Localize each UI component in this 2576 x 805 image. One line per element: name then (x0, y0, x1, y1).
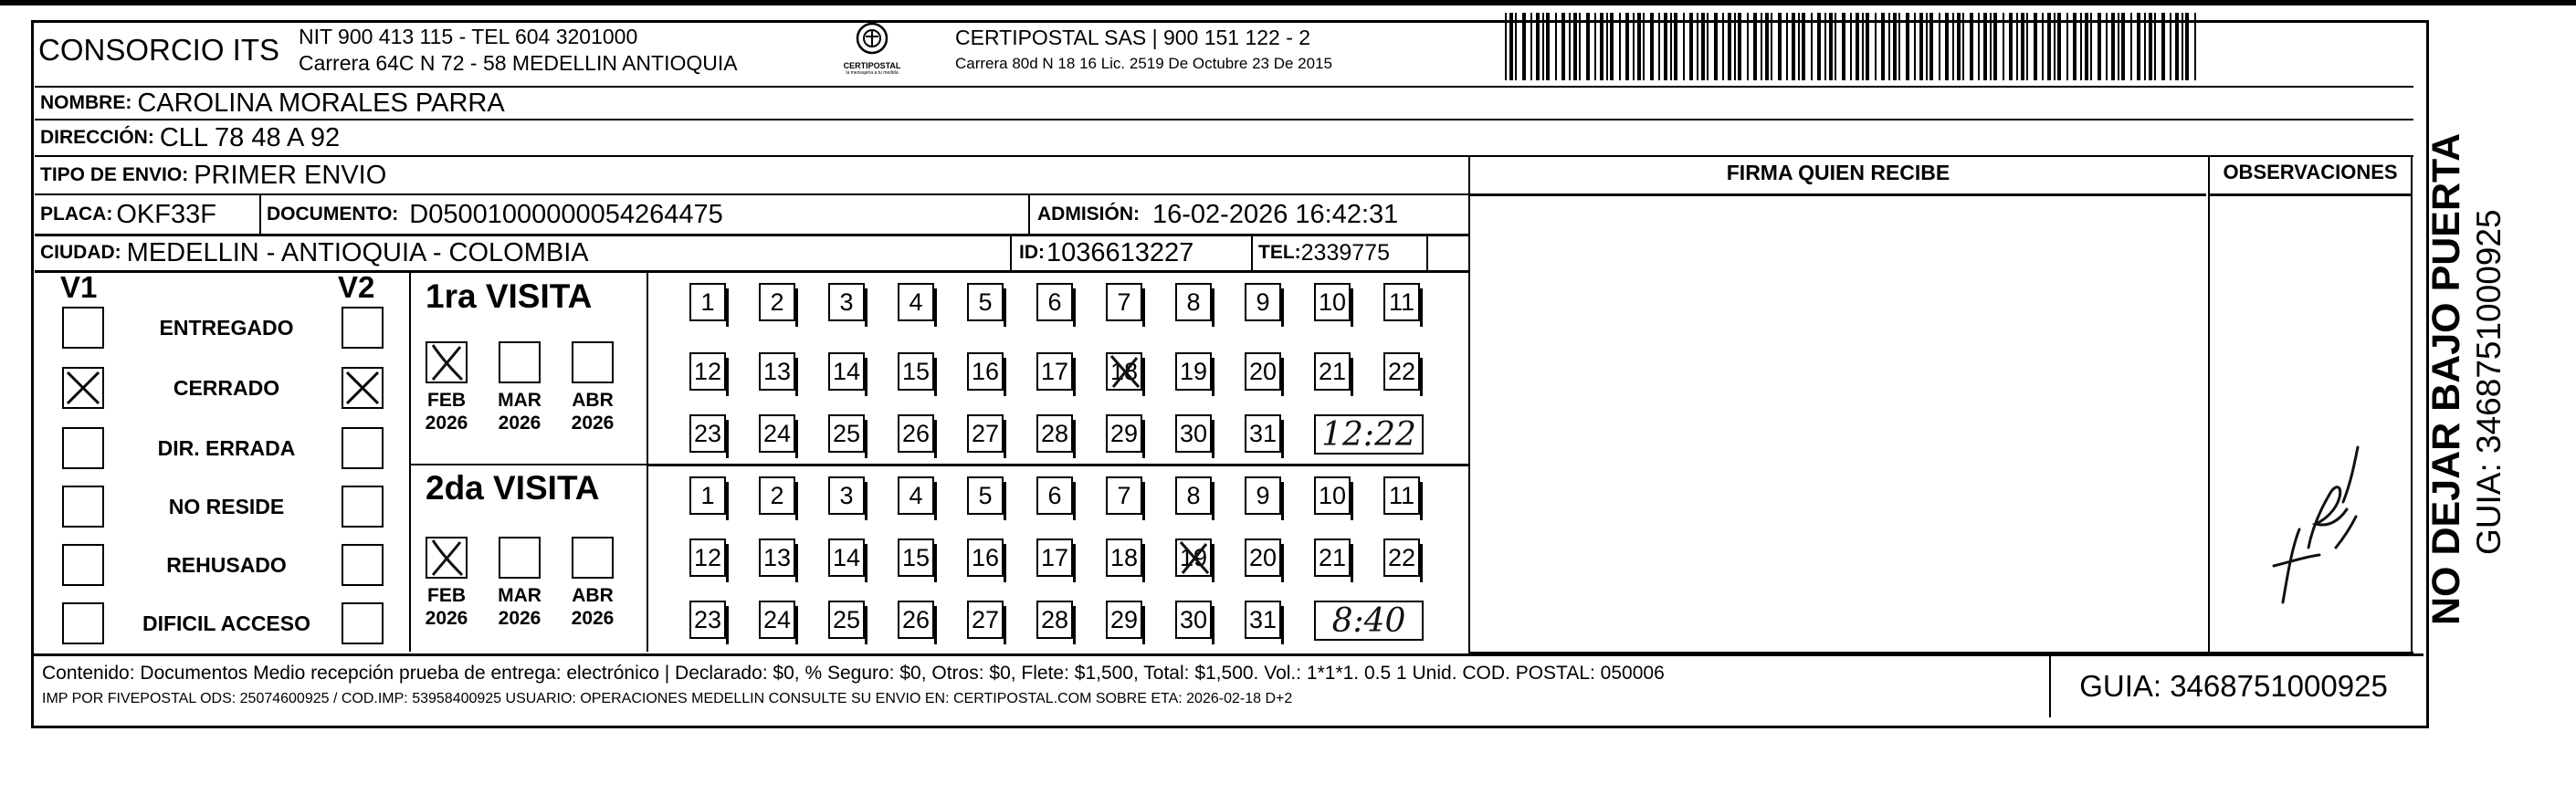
ciudad-cell (35, 235, 1012, 270)
admision-label: ADMISIÓN: (1037, 204, 1140, 225)
placa-cell (35, 195, 261, 234)
documento-value: D05001000000054264475 (409, 199, 723, 229)
month-name: MAR (498, 390, 541, 411)
firma-header: FIRMA QUIEN RECIBE (1726, 161, 1950, 184)
month-checkbox[interactable] (426, 341, 468, 383)
month-name: ABR (572, 390, 614, 411)
month-checkbox[interactable] (499, 537, 541, 579)
day-cell[interactable]: 28 (1036, 601, 1073, 639)
day-cell[interactable]: 8 (1175, 476, 1212, 515)
status-label: REHUSADO (166, 553, 287, 577)
day-cell[interactable]: 20 (1245, 352, 1281, 391)
placa-label: PLACA: (40, 204, 113, 225)
day-cell[interactable]: 3 (828, 283, 865, 321)
day-cell[interactable]: 12 (689, 538, 726, 577)
day-cell[interactable]: 13 (759, 538, 795, 577)
day-cell[interactable]: 4 (898, 476, 934, 515)
month-label (565, 389, 620, 434)
day-cell[interactable]: 28 (1036, 414, 1073, 453)
nombre-row (35, 86, 2413, 120)
day-cell[interactable]: 14 (828, 352, 865, 391)
day-cell[interactable]: 13 (759, 352, 795, 391)
month-year: 2026 (498, 608, 541, 629)
check-mark-icon (426, 341, 468, 383)
firma-column (1468, 157, 2210, 653)
month-year: 2026 (571, 608, 615, 629)
day-cell[interactable]: 23 (689, 414, 726, 453)
day-cell[interactable]: 5 (967, 476, 1004, 515)
day-cell[interactable]: 11 (1383, 476, 1420, 515)
admision-value: 16-02-2026 16:42:31 (1152, 199, 1399, 229)
status-label: CERRADO (173, 376, 280, 400)
tel-cell (1253, 235, 1428, 270)
handwritten-signature (2255, 429, 2365, 621)
check-mark-icon (426, 537, 468, 579)
logo-subtext: la mensajeria a tu medida (846, 70, 899, 76)
firma-header-line (1470, 193, 2206, 196)
day-cell[interactable]: 12 (689, 352, 726, 391)
day-cell[interactable]: 9 (1245, 476, 1281, 515)
check-mark-icon (62, 367, 104, 409)
month-label (492, 584, 547, 630)
day-cell[interactable]: 10 (1314, 283, 1351, 321)
day-cell[interactable]: 21 (1314, 538, 1351, 577)
side-guia: GUIA: 3468751000925 (2470, 209, 2508, 555)
day-cell[interactable]: 1 (689, 283, 726, 321)
v1-checkbox[interactable] (62, 307, 104, 349)
month-label (419, 584, 474, 630)
day-cell[interactable]: 2 (759, 476, 795, 515)
id-cell (1014, 235, 1253, 270)
check-mark-icon (342, 367, 384, 409)
admision-cell (1032, 195, 1468, 234)
tel-value: 2339775 (1300, 239, 1390, 266)
month-year: 2026 (425, 608, 468, 629)
day-cell[interactable]: 16 (967, 352, 1004, 391)
day-cell[interactable]: 14 (828, 538, 865, 577)
month-year: 2026 (498, 413, 541, 434)
day-cell[interactable]: 27 (967, 601, 1004, 639)
day-cell[interactable]: 30 (1175, 414, 1212, 453)
top-edge-line (0, 0, 2576, 5)
day-cell[interactable]: 24 (759, 414, 795, 453)
ciudad-value: MEDELLIN - ANTIOQUIA - COLOMBIA (126, 237, 589, 267)
day-cell[interactable]: 3 (828, 476, 865, 515)
day-cell[interactable]: 9 (1245, 283, 1281, 321)
day-cell[interactable]: 27 (967, 414, 1004, 453)
month-checkbox[interactable] (426, 537, 468, 579)
day-cell[interactable]: 31 (1245, 601, 1281, 639)
guia-box-text: GUIA: 3468751000925 (2079, 669, 2388, 703)
day-cell[interactable]: 5 (967, 283, 1004, 321)
visit-2-title: 2da VISITA (426, 469, 600, 507)
v2-checkbox[interactable] (342, 544, 384, 586)
month-year: 2026 (571, 413, 615, 434)
day-cell[interactable]: 15 (898, 538, 934, 577)
v1-checkbox[interactable] (62, 602, 104, 644)
day-cell[interactable]: 26 (898, 414, 934, 453)
day-cell[interactable]: 15 (898, 352, 934, 391)
v1-header: V1 (60, 270, 98, 304)
month-checkbox[interactable] (572, 341, 614, 383)
v1-checkbox[interactable] (62, 544, 104, 586)
day-cell[interactable]: 29 (1106, 601, 1142, 639)
brand-name: CONSORCIO ITS (38, 33, 280, 67)
status-label: DIFICIL ACCESO (142, 612, 310, 635)
status-label: NO RESIDE (168, 495, 285, 518)
month-name: MAR (498, 585, 541, 606)
month-label (492, 389, 547, 434)
tipo-envio-label: TIPO DE ENVIO: (40, 164, 189, 185)
nombre-value: CAROLINA MORALES PARRA (137, 88, 505, 118)
v2-checkbox[interactable] (342, 427, 384, 469)
v1-checkbox[interactable] (62, 427, 104, 469)
carrier-line: CERTIPOSTAL SAS | 900 151 122 - 2 (955, 26, 1311, 49)
status-label: ENTREGADO (159, 316, 294, 340)
day-cell[interactable]: 6 (1036, 476, 1073, 515)
month-label (419, 389, 474, 434)
nombre-label: NOMBRE: (40, 92, 132, 113)
day-cell[interactable]: 25 (828, 414, 865, 453)
month-year: 2026 (425, 413, 468, 434)
day-cell[interactable]: 26 (898, 601, 934, 639)
day-cell[interactable]: 2 (759, 283, 795, 321)
day-cell[interactable]: 4 (898, 283, 934, 321)
day-cell[interactable]: 10 (1314, 476, 1351, 515)
carrier-address: Carrera 80d N 18 16 Lic. 2519 De Octubre 23 De 2015 (955, 55, 1332, 72)
status-label: DIR. ERRADA (157, 436, 296, 460)
v2-checkbox[interactable] (342, 602, 384, 644)
observaciones-header: OBSERVACIONES (2223, 161, 2398, 183)
month-name: FEB (427, 390, 466, 411)
v2-checkbox[interactable] (342, 307, 384, 349)
v2-header: V2 (338, 270, 375, 304)
logo-text: CERTIPOSTAL (843, 61, 901, 70)
day-cell[interactable]: 23 (689, 601, 726, 639)
id-value: 1036613227 (1046, 237, 1194, 267)
day-cell[interactable]: 20 (1245, 538, 1281, 577)
day-cell[interactable]: 24 (759, 601, 795, 639)
documento-cell (261, 195, 1030, 234)
day-cell[interactable]: 1 (689, 476, 726, 515)
side-warning: NO DEJAR BAJO PUERTA (2424, 132, 2468, 625)
tel-label: TEL: (1258, 242, 1301, 263)
day-cell[interactable]: 6 (1036, 283, 1073, 321)
day-cell[interactable]: 19 (1175, 538, 1212, 577)
day-cell[interactable]: 17 (1036, 538, 1073, 577)
day-cross-mark (1106, 352, 1142, 391)
tipo-envio-row (35, 157, 1468, 195)
day-cell[interactable]: 11 (1383, 283, 1420, 321)
direccion-label: DIRECCIÓN: (40, 127, 154, 148)
day-cell[interactable]: 21 (1314, 352, 1351, 391)
handwritten-time: 12:22 (1314, 414, 1424, 455)
v1-checkbox[interactable] (62, 486, 104, 528)
day-cell[interactable]: 30 (1175, 601, 1212, 639)
day-cell[interactable]: 8 (1175, 283, 1212, 321)
month-label (565, 584, 620, 630)
day-cell[interactable]: 22 (1383, 538, 1420, 577)
month-checkbox[interactable] (572, 537, 614, 579)
direccion-value: CLL 78 48 A 92 (159, 122, 341, 152)
v2-checkbox[interactable] (342, 486, 384, 528)
day-cell[interactable]: 18 (1106, 538, 1142, 577)
nit-line: NIT 900 413 115 - TEL 604 3201000 (299, 25, 638, 48)
day-cell[interactable]: 18 (1106, 352, 1142, 391)
month-checkbox[interactable] (499, 341, 541, 383)
day-cell[interactable]: 29 (1106, 414, 1142, 453)
day-cross-mark (1175, 538, 1212, 577)
day-cell[interactable]: 17 (1036, 352, 1073, 391)
day-cell[interactable]: 31 (1245, 414, 1281, 453)
day-cell[interactable]: 19 (1175, 352, 1212, 391)
documento-label: DOCUMENTO: (267, 204, 399, 225)
calendar-divider (647, 464, 1468, 466)
visit-1-title: 1ra VISITA (426, 277, 593, 315)
day-cell[interactable]: 25 (828, 601, 865, 639)
v2-checkbox[interactable] (342, 367, 384, 409)
day-cell[interactable]: 22 (1383, 352, 1420, 391)
tipo-envio-value: PRIMER ENVIO (194, 160, 387, 190)
direccion-row (35, 120, 2413, 157)
day-cell[interactable]: 7 (1106, 283, 1142, 321)
obs-header-line (2210, 193, 2411, 196)
id-label: ID: (1019, 242, 1045, 263)
footer-imp: IMP POR FIVEPOSTAL ODS: 25074600925 / COD.IMP: 53958400925 USUARIO: OPERACIONES MEDELLIN CONSULTE SU ENVIO EN: CERTIPOSTAL.COM SOBRE ETA: 2026-02-18 D+2 (42, 691, 1293, 706)
month-name: FEB (427, 585, 466, 606)
footer-contenido: Contenido: Documentos Medio recepción prueba de entrega: electrónico | Declarado: $0, % Seguro: $0, Otros: $0, Flete: $1,500, Total: $1,500. Vol.: 1*1*1. 0.5 1 Unid. COD. POSTAL: 050006 (42, 663, 1665, 684)
month-name: ABR (572, 585, 614, 606)
day-cell[interactable]: 16 (967, 538, 1004, 577)
company-address: Carrera 64C N 72 - 58 MEDELLIN ANTIOQUIA (299, 51, 738, 75)
handwritten-time: 8:40 (1314, 601, 1424, 641)
v1-checkbox[interactable] (62, 367, 104, 409)
placa-value: OKF33F (116, 199, 216, 229)
guia-box (2049, 655, 2416, 717)
day-cell[interactable]: 7 (1106, 476, 1142, 515)
ciudad-label: CIUDAD: (40, 242, 121, 263)
